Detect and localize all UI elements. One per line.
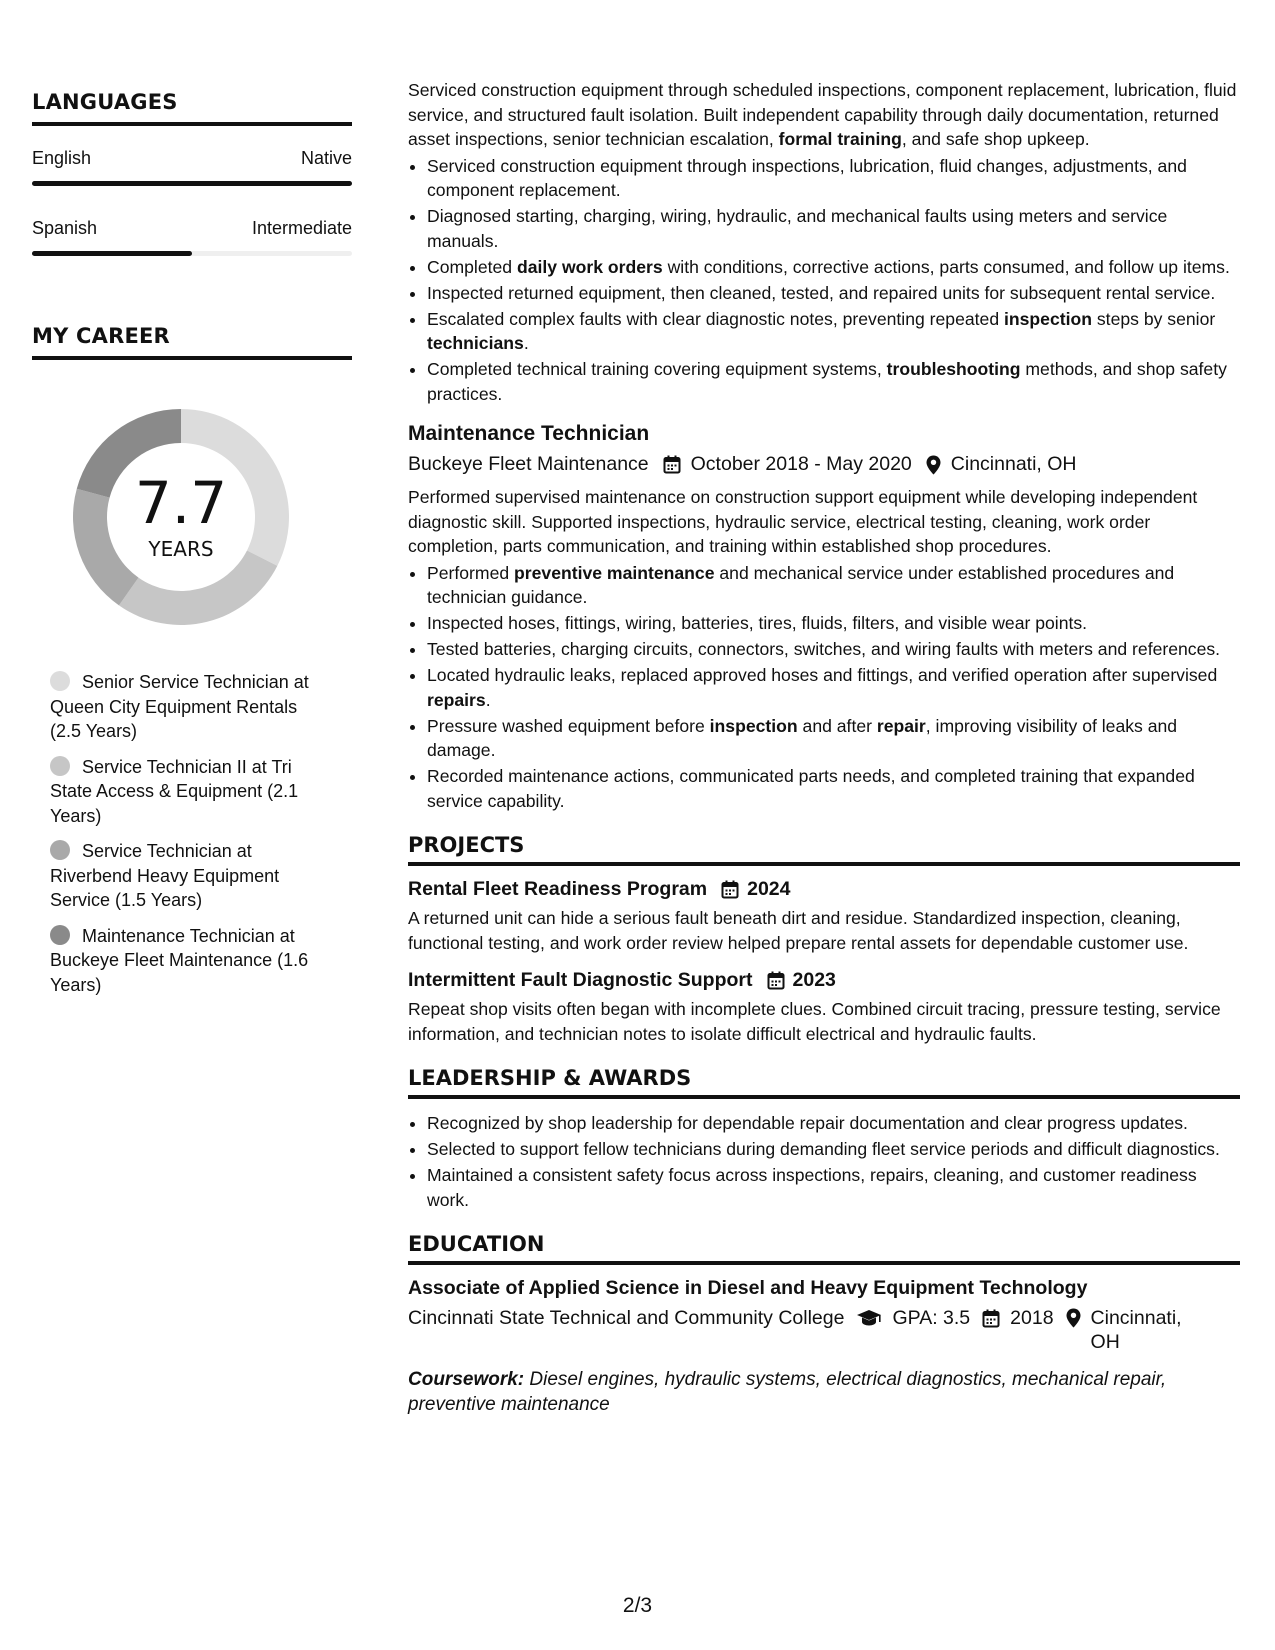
language-item [32, 218, 352, 256]
calendar-icon [721, 880, 739, 899]
education-meta [408, 1306, 1240, 1354]
project-item [408, 969, 1240, 1046]
languages-title: LANGUAGES [32, 90, 352, 126]
career-title: MY CAREER [32, 324, 352, 360]
job-meta [408, 453, 1240, 476]
legend-label: Senior Service Technician at Queen City Equipment Rentals (2.5 Years) [50, 672, 309, 741]
legend-dot [50, 756, 70, 776]
language-item [32, 148, 352, 186]
job-bullet: • Performed preventive maintenance and mechanical service under established procedures and technician guidance. [427, 561, 1240, 610]
job-bullet: • Escalated complex faults with clear diagnostic notes, preventing repeated inspection steps by senior technicians. [427, 307, 1240, 356]
leadership-bullet: • Recognized by shop leadership for dependable repair documentation and clear progress updates. [427, 1111, 1240, 1136]
language-bar [32, 181, 352, 186]
right-column [408, 78, 1240, 1417]
career-donut-chart [66, 402, 296, 632]
project-description: A returned unit can hide a serious fault beneath dirt and residue. Standardized inspection, cleaning, functional testing, and work order review helped prepare rental assets for dependable customer use. [408, 908, 1189, 953]
legend-label: Service Technician II at Tri State Access & Equipment (2.1 Years) [50, 756, 299, 826]
project-year: 2024 [747, 878, 791, 900]
job-summary: Performed supervised maintenance on construction support equipment while developing independent diagnostic skill. Supported inspections, hydraulic service, electrical testing, cleaning, work order completion, parts communication, and training within established shop procedures. [408, 487, 1198, 556]
project-year: 2023 [792, 969, 836, 991]
job-summary: Serviced construction equipment through scheduled inspections, component replacement, lubrication, fluid service, and structured fault isolation. Built independent capability through daily documentation, returned asset inspections, senior technician escalation, formal training, and safe shop upkeep. [408, 80, 1237, 149]
project-description: Repeat shop visits often began with incomplete clues. Combined circuit tracing, pressure testing, service information, and technician notes to isolate difficult electrical and hydraulic faults. [408, 999, 1221, 1044]
job-bullet: • Diagnosed starting, charging, wiring, hydraulic, and mechanical faults using meters and service manuals. [427, 204, 1240, 253]
coursework-label: Coursework: [408, 1369, 525, 1390]
map-pin-icon [926, 455, 941, 475]
career-legend-item [50, 755, 330, 829]
legend-dot [50, 925, 70, 945]
calendar-icon [982, 1306, 1000, 1330]
career-legend-item [50, 924, 330, 998]
job-bullet: • Completed daily work orders with conditions, corrective actions, parts consumed, and follow up items. [427, 255, 1240, 280]
language-bar-fill [32, 251, 192, 256]
language-level: Intermediate [251, 218, 352, 238]
left-column [32, 90, 352, 1008]
leadership-bullet: • Selected to support fellow technicians during demanding fleet service periods and difficult diagnostics. [427, 1137, 1240, 1162]
career-legend-item [50, 670, 330, 744]
language-bar [32, 251, 352, 256]
map-pin-icon [1066, 1306, 1081, 1330]
school-location: Cincinnati, OH [1090, 1307, 1182, 1353]
gpa: GPA: 3.5 [892, 1307, 971, 1329]
job-bullet: • Serviced construction equipment through inspections, lubrication, fluid changes, adjustments, and component replacement. [427, 154, 1240, 203]
legend-label: Service Technician at Riverbend Heavy Equipment Service (1.5 Years) [50, 841, 280, 910]
job-bullet: • Inspected hoses, fittings, wiring, batteries, tires, fluids, filters, and visible wear points. [427, 611, 1240, 636]
leadership-title: LEADERSHIP & AWARDS [408, 1066, 1240, 1099]
project-name: Intermittent Fault Diagnostic Support [408, 969, 753, 991]
career-legend-item [50, 839, 330, 913]
project-item [408, 878, 1240, 955]
degree-name: Associate of Applied Science in Diesel and Heavy Equipment Technology [408, 1277, 1088, 1299]
legend-label: Maintenance Technician at Buckeye Fleet Maintenance (1.6 Years) [50, 925, 309, 995]
job-bullet: • Tested batteries, charging circuits, connectors, switches, and wiring faults with meters and references. [427, 637, 1240, 662]
school-name: Cincinnati State Technical and Community College [408, 1307, 845, 1329]
job-location: Cincinnati, OH [950, 453, 1077, 475]
project-name: Rental Fleet Readiness Program [408, 878, 708, 900]
job-bullet: • Located hydraulic leaks, replaced approved hoses and fittings, and verified operation after supervised repairs. [427, 663, 1240, 712]
career-total-years: 7.7 [134, 469, 228, 537]
coursework [408, 1368, 1240, 1417]
coursework-list: Diesel engines, hydraulic systems, electrical diagnostics, mechanical repair, preventive maintenance [408, 1369, 1167, 1415]
calendar-icon [767, 971, 785, 990]
graduation-cap-icon [856, 1306, 882, 1330]
leadership-bullet: • Maintained a consistent safety focus across inspections, repairs, cleaning, and customer readiness work. [427, 1163, 1240, 1212]
company-name: Buckeye Fleet Maintenance [408, 453, 649, 475]
language-level: Native [300, 148, 352, 168]
job-bullets [408, 154, 1240, 407]
page-number: 2/3 [622, 1594, 653, 1617]
language-bar-fill [32, 181, 352, 186]
job-dates: October 2018 - May 2020 [690, 453, 912, 475]
job-bullet: • Inspected returned equipment, then cleaned, tested, and repaired units for subsequent rental service. [427, 281, 1240, 306]
projects-title: PROJECTS [408, 833, 1240, 866]
language-name: Spanish [32, 218, 98, 238]
job-bullet: • Pressure washed equipment before inspection and after repair, improving visibility of leaks and damage. [427, 714, 1240, 763]
job-bullet: • Completed technical training covering equipment systems, troubleshooting methods, and shop safety practices. [427, 357, 1240, 406]
leadership-bullets [408, 1111, 1240, 1212]
job-bullet: • Recorded maintenance actions, communicated parts needs, and completed training that expanded service capability. [427, 764, 1240, 813]
language-name: English [32, 148, 92, 168]
graduation-year: 2018 [1010, 1307, 1054, 1329]
job-title: Maintenance Technician [408, 422, 650, 445]
legend-dot [50, 840, 70, 860]
education-title: EDUCATION [408, 1232, 1240, 1265]
legend-dot [50, 671, 70, 691]
career-legend [50, 670, 330, 997]
career-total-unit: YEARS [148, 537, 214, 561]
calendar-icon [663, 455, 681, 474]
job-bullets [408, 561, 1240, 814]
